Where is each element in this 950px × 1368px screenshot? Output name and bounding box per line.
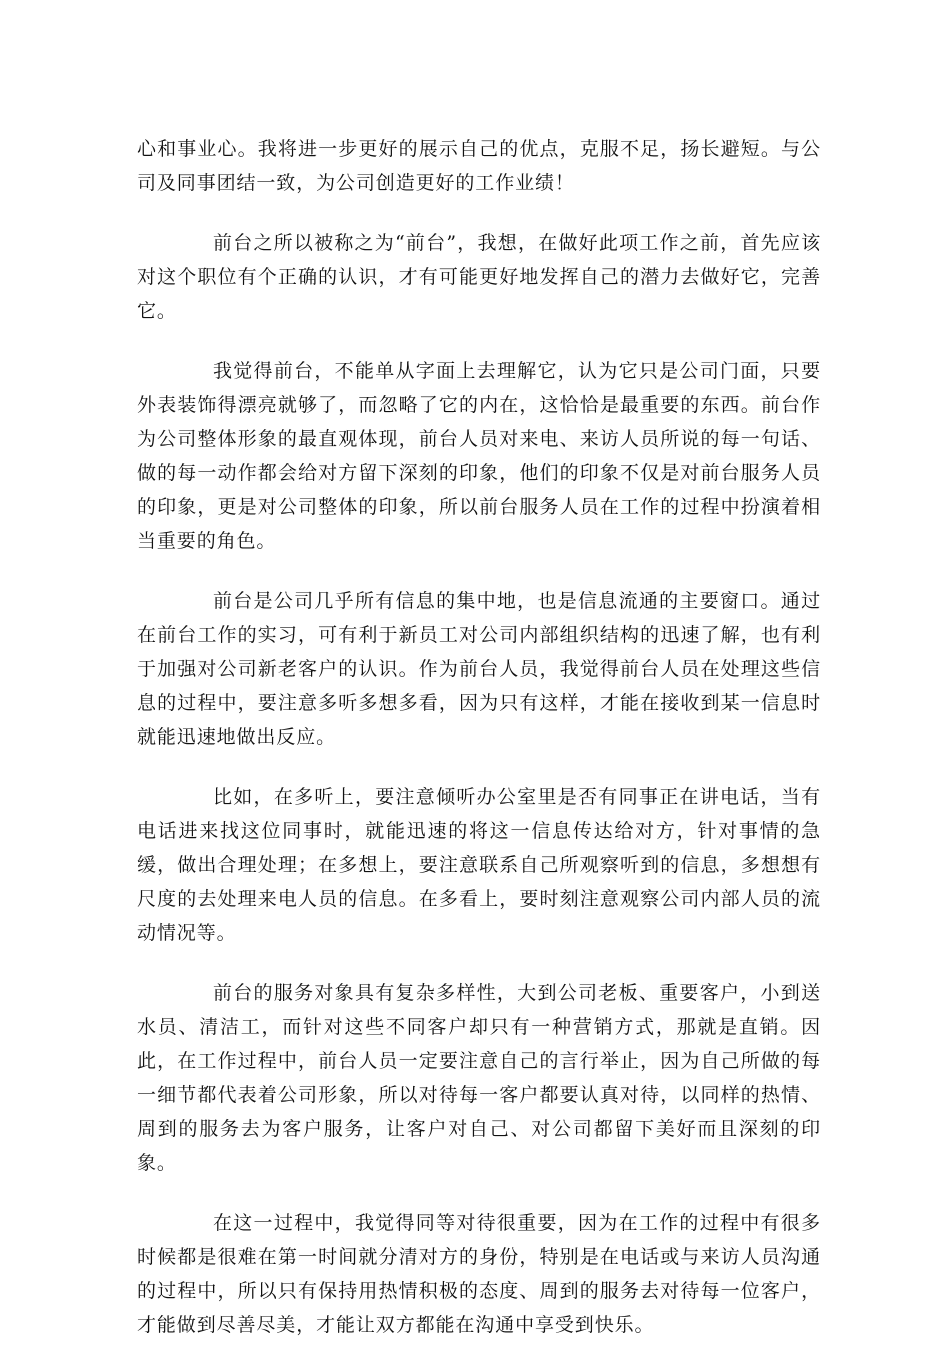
paragraph-4: 前台是公司几乎所有信息的集中地，也是信息流通的主要窗口。通过在前台工作的实习，可有利于新员工对公司内部组织结构的迅速了解，也有利于加强对公司新老客户的认识。作为前台人员，我觉得前台人员在处理这些信息的过程中，要注意多听多想多看，因为只有这样，才能在接收到某一信息时就能迅速地做出反应。 bbox=[137, 590, 821, 748]
paragraph-2: 前台之所以被称之为“前台”，我想，在做好此项工作之前，首先应该对这个职位有个正确的认识，才有可能更好地发挥自己的潜力去做好它，完善它。 bbox=[137, 232, 821, 322]
paragraph-1: 心和事业心。我将进一步更好的展示自己的优点，克服不足，扬长避短。与公司及同事团结一致，为公司创造更好的工作业绩！ bbox=[137, 138, 821, 194]
document-body bbox=[137, 132, 821, 1368]
paragraph-7: 在这一过程中，我觉得同等对待很重要，因为在工作的过程中有很多时候都是很难在第一时间就分清对方的身份，特别是在电话或与来访人员沟通的过程中，所以只有保持用热情积极的态度、周到的服务去对待每一位客户，才能做到尽善尽美，才能让双方都能在沟通中享受到快乐。 bbox=[137, 1212, 821, 1336]
paragraph-5: 比如，在多听上，要注意倾听办公室里是否有同事正在讲电话，当有电话进来找这位同事时，就能迅速的将这一信息传达给对方，针对事情的急缓，做出合理处理；在多想上，要注意联系自己所观察听到的信息，多想想有尺度的去处理来电人员的信息。在多看上，要时刻注意观察公司内部人员的流动情况等。 bbox=[137, 786, 821, 944]
paragraph-3: 我觉得前台，不能单从字面上去理解它，认为它只是公司门面，只要外表装饰得漂亮就够了，而忽略了它的内在，这恰恰是最重要的东西。前台作为公司整体形象的最直观体现，前台人员对来电、来访人员所说的每一句话、做的每一动作都会给对方留下深刻的印象，他们的印象不仅是对前台服务人员的印象，更是对公司整体的印象，所以前台服务人员在工作的过程中扮演着相当重要的角色。 bbox=[137, 360, 821, 552]
paragraph-6: 前台的服务对象具有复杂多样性，大到公司老板、重要客户，小到送水员、清洁工，而针对这些不同客户却只有一种营销方式，那就是直销。因此，在工作过程中，前台人员一定要注意自己的言行举止，因为自己所做的每一细节都代表着公司形象，所以对待每一客户都要认真对待，以同样的热情、周到的服务去为客户服务，让客户对自己、对公司都留下美好而且深刻的印象。 bbox=[137, 982, 821, 1174]
